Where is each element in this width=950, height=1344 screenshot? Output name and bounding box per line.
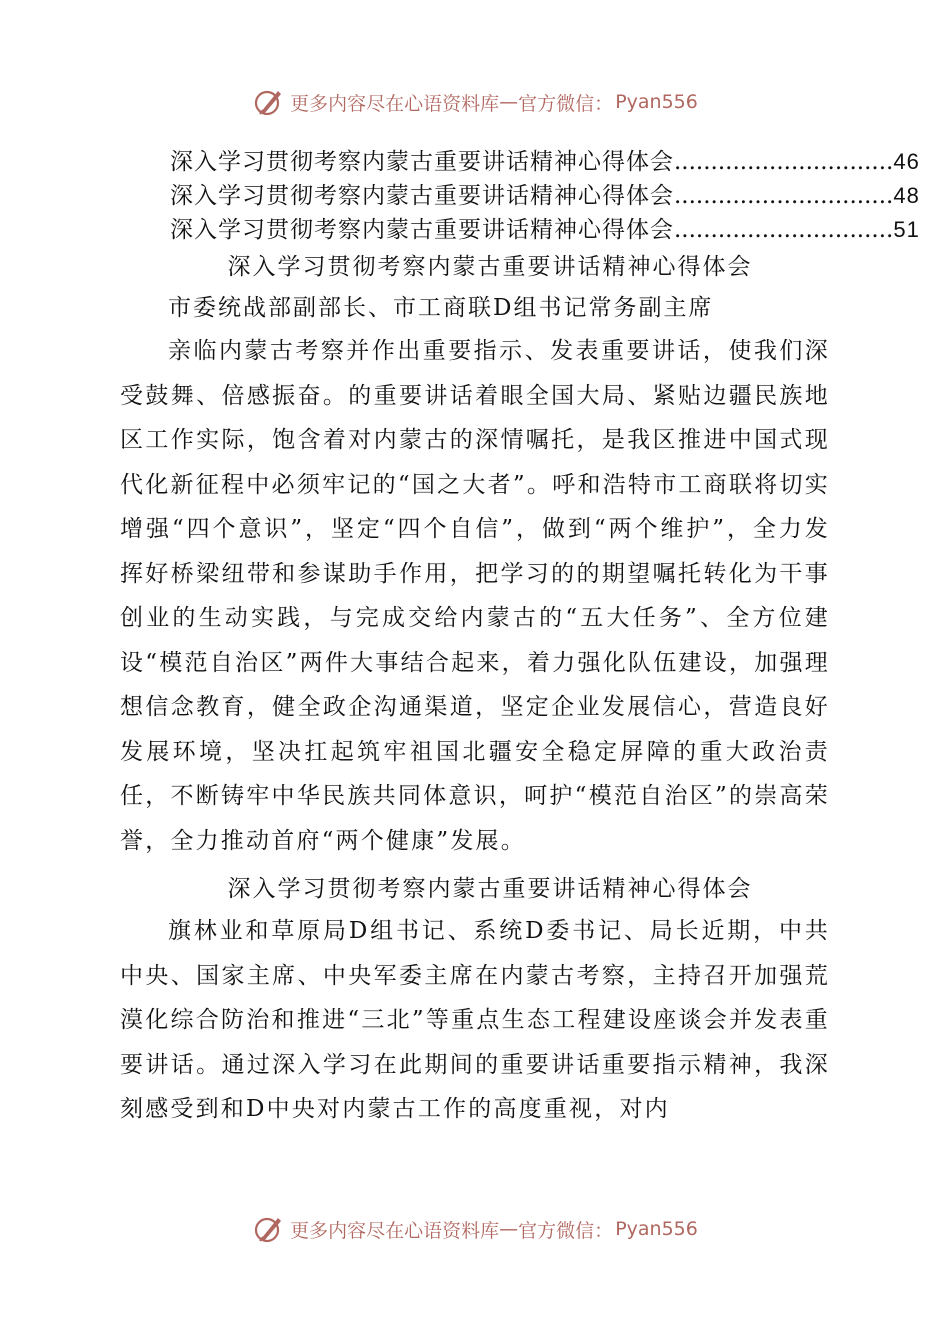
article-byline: 市委统战部副部长、市工商联D组书记常务副主席 bbox=[168, 295, 714, 321]
article-title: 深入学习贯彻考察内蒙古重要讲话精神心得体会 bbox=[227, 876, 753, 902]
toc-entry-title: 深入学习贯彻考察内蒙古重要讲话精神心得体会 bbox=[170, 149, 674, 175]
toc-entry-leader: .............................. bbox=[674, 183, 894, 209]
toc-entry-page: 48 bbox=[893, 183, 920, 208]
footer-watermark bbox=[0, 1212, 950, 1246]
watermark-dash: — bbox=[499, 91, 519, 113]
toc-entry[interactable] bbox=[170, 179, 920, 213]
watermark-wechat-id: Pyan556 bbox=[615, 91, 698, 113]
toc-entry-leader: .............................. bbox=[674, 149, 894, 175]
watermark-wechat-id: Pyan556 bbox=[615, 1218, 698, 1240]
toc-entry[interactable] bbox=[170, 145, 920, 179]
toc-entry-title: 深入学习贯彻考察内蒙古重要讲话精神心得体会 bbox=[170, 183, 674, 209]
quill-pen-icon bbox=[252, 1212, 286, 1246]
toc-entry-page: 46 bbox=[893, 149, 920, 174]
article-paragraph: 旗林业和草原局D组书记、系统D委书记、局长近期，中共中央、国家主席、中央军委主席在内蒙古考察，主持召开加强荒漠化综合防治和推进“三北”等重点生态工程建设座谈会并发表重要讲话。通过深入学习在此期间的重要讲话重要指示精神，我深刻感受到和D中央对内蒙古工作的高度重视，对内 bbox=[120, 918, 830, 1122]
article-paragraph: 亲临内蒙古考察并作出重要指示、发表重要讲话，使我们深受鼓舞、倍感振奋。的重要讲话着眼全国大局、紧贴边疆民族地区工作实际，饱含着对内蒙古的深情嘱托，是我区推进中国式现代化新征程中必须牢记的“国之大者”。呼和浩特市工商联将切实增强“四个意识”，坚定“四个自信”，做到“两个维护”，全力发挥好桥梁纽带和参谋助手作用，把学习的的期望嘱托转化为干事创业的生动实践，与完成交给内蒙古的“五大任务”、全方位建设“模范自治区”两件大事结合起来，着力强化队伍建设，加强理想信念教育，健全政企沟通渠道，坚定企业发展信心，营造良好发展环境，坚决扛起筑牢祖国北疆安全稳定屏障的重大政治责任，不断铸牢中华民族共同体意识，呵护“模范自治区”的崇高荣誉，全力推动首府“两个健康”发展。 bbox=[120, 338, 830, 854]
watermark-wechat-label: 官方微信： bbox=[518, 1219, 614, 1242]
watermark-main-text: 更多内容尽在心语资料库 bbox=[290, 1219, 500, 1242]
quill-pen-icon bbox=[252, 85, 286, 119]
toc-entry[interactable] bbox=[170, 213, 920, 247]
header-watermark bbox=[0, 85, 950, 119]
watermark-wechat-label: 官方微信： bbox=[518, 92, 614, 115]
document-body bbox=[120, 145, 920, 1132]
watermark-dash: — bbox=[499, 1218, 519, 1240]
toc-entry-leader: .............................. bbox=[674, 217, 894, 243]
watermark-main-text: 更多内容尽在心语资料库 bbox=[290, 92, 500, 115]
toc-entry-title: 深入学习贯彻考察内蒙古重要讲话精神心得体会 bbox=[170, 217, 674, 243]
toc-entry-page: 51 bbox=[893, 217, 920, 242]
article-title: 深入学习贯彻考察内蒙古重要讲话精神心得体会 bbox=[227, 254, 753, 280]
